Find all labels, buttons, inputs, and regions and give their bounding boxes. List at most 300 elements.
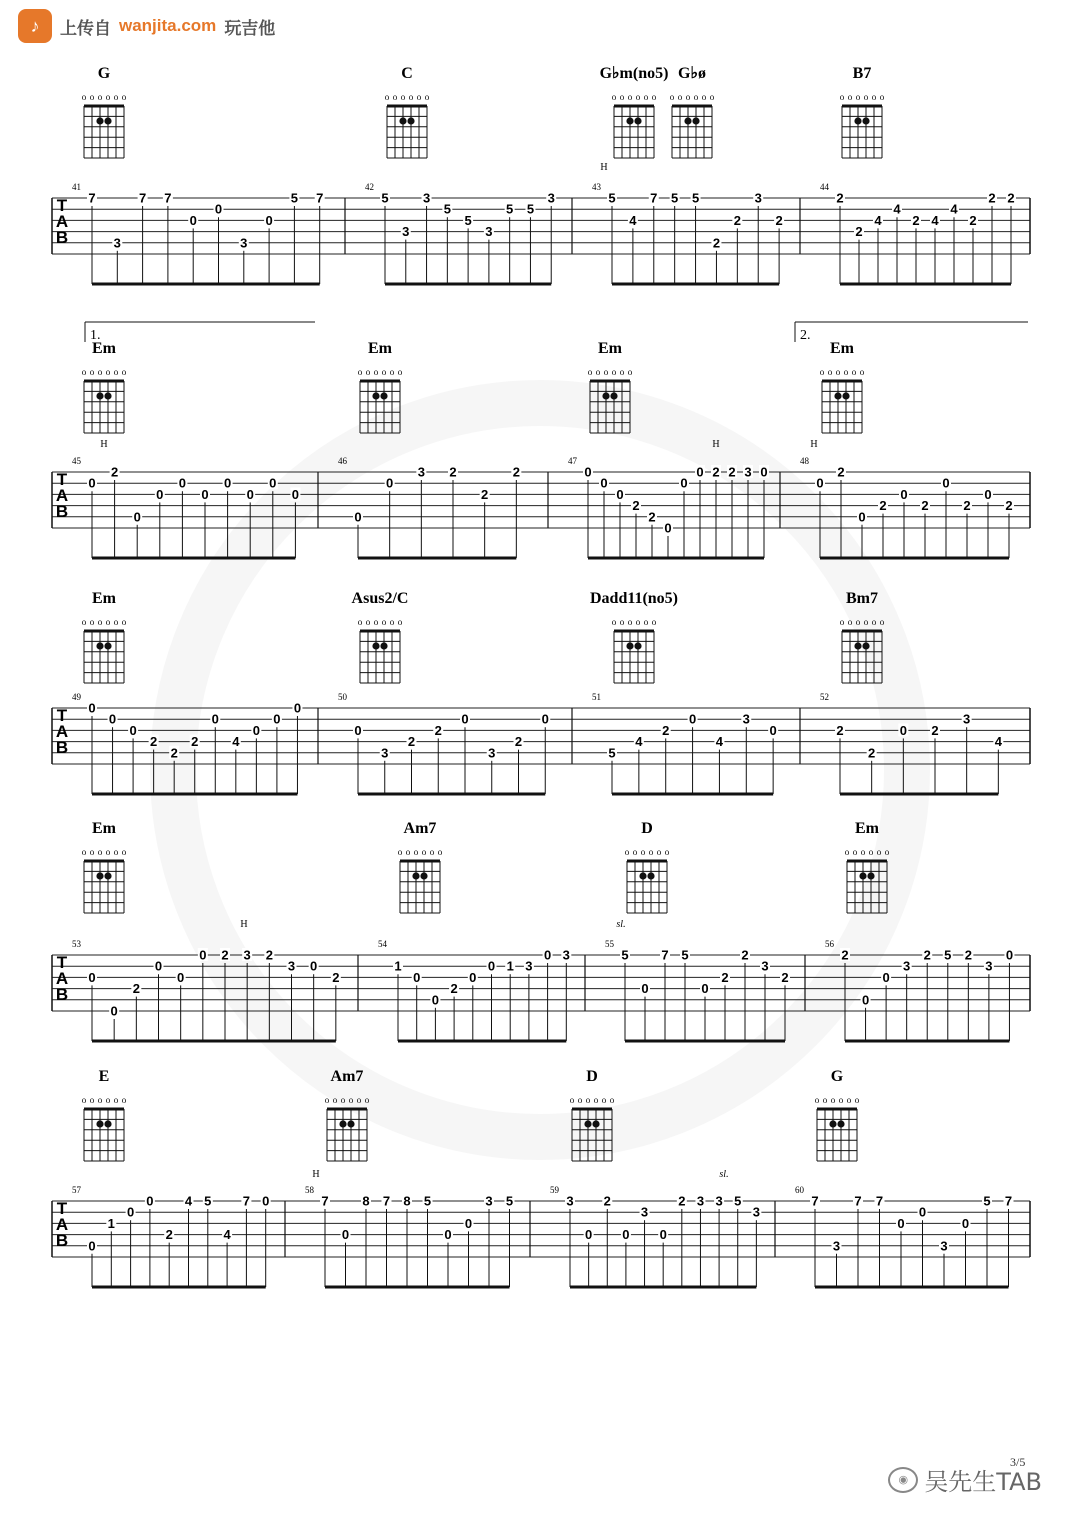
slide-label: sl.	[719, 1169, 729, 1180]
fret-number: 7	[854, 1193, 862, 1209]
chord-diagram-name: E	[98, 1068, 110, 1085]
fret-number: 3	[696, 1193, 705, 1209]
chord-diagram-name: Am7	[403, 820, 437, 837]
chord-diagram-name: Em	[855, 820, 879, 837]
chord-diagram-open-mark: o	[437, 847, 443, 857]
measure-number: 46	[338, 456, 347, 466]
chord-diagram-open-mark: o	[863, 92, 869, 102]
chord-diagram-open-mark: o	[830, 1095, 836, 1105]
fret-number: 0	[760, 464, 768, 480]
chord-diagram-open-mark: o	[113, 92, 119, 102]
chord-diagram-finger-dot	[96, 642, 103, 649]
fret-number: 3	[381, 745, 389, 761]
chord-diagram-open-mark: o	[105, 1095, 111, 1105]
fret-number: 5	[381, 190, 389, 206]
site-url[interactable]: wanjita.com	[119, 16, 217, 35]
fret-number: 2	[662, 722, 670, 738]
fret-number: 1	[506, 958, 514, 974]
chord-diagram-extra-open-mark: o	[685, 92, 691, 102]
fret-number: 7	[164, 190, 172, 206]
fret-number: 0	[584, 464, 592, 480]
chord-diagram-open-mark: o	[389, 367, 395, 377]
chord-diagram-open-mark: o	[635, 92, 641, 102]
fret-number: 0	[223, 475, 232, 491]
chord-diagram-open-mark: o	[324, 1095, 330, 1105]
measure-number: 45	[72, 456, 81, 466]
fret-number: 2	[728, 464, 736, 480]
chord-diagram-open-mark: o	[879, 617, 885, 627]
chord-diagram-open-mark: o	[587, 367, 593, 377]
chord-diagram-extra-open-mark: o	[677, 92, 683, 102]
fret-number: 3	[402, 224, 410, 240]
fret-number: 2	[836, 190, 844, 206]
chord-diagram-extra-open-mark: o	[701, 92, 707, 102]
fret-number: 2	[969, 212, 977, 228]
chord-diagram-name: Em	[830, 340, 854, 357]
fret-number: 2	[110, 464, 119, 480]
fret-number: 2	[964, 947, 972, 963]
fret-number: 0	[541, 711, 549, 727]
chord-diagram-open-mark: o	[81, 367, 87, 377]
fret-number: 2	[132, 981, 140, 997]
tab-clef-letter: T	[56, 196, 68, 215]
fret-number: 2	[1007, 190, 1015, 206]
chord-diagram-open-mark: o	[384, 92, 390, 102]
hammer-on-label: H	[100, 439, 108, 450]
chord-diagram-finger-dot	[634, 642, 641, 649]
fret-number: 0	[616, 486, 624, 502]
fret-number: 0	[88, 1238, 96, 1254]
measure-number: 57	[72, 1185, 81, 1195]
chord-diagram-open-mark: o	[81, 1095, 87, 1105]
fret-number: 0	[543, 947, 552, 963]
fret-number: 0	[882, 969, 890, 985]
fret-number: 0	[1005, 947, 1014, 963]
chord-diagram-extra-finger-dot	[692, 117, 699, 124]
fret-number: 2	[450, 981, 458, 997]
chord-diagram-finger-dot	[104, 392, 111, 399]
chord-diagram-finger-dot	[96, 1120, 103, 1127]
chord-diagram-open-mark: o	[348, 1095, 354, 1105]
fret-number: 0	[858, 509, 866, 525]
chord-diagram-open-mark: o	[389, 617, 395, 627]
fret-number: 3	[287, 958, 296, 974]
chord-diagram-finger-dot	[592, 1120, 599, 1127]
measure-number: 51	[592, 692, 601, 702]
fret-number: 5	[464, 212, 472, 228]
chord-diagram-open-mark: o	[105, 92, 111, 102]
measure-number: 52	[820, 692, 829, 702]
fret-number: 0	[201, 486, 209, 502]
fret-number: 0	[585, 1227, 593, 1243]
fret-number: 0	[897, 1215, 905, 1231]
chord-diagram-finger-dot	[859, 872, 866, 879]
fret-number: 2	[855, 224, 863, 240]
chord-diagram-open-mark: o	[381, 617, 387, 627]
chord-diagram-open-mark: o	[819, 367, 825, 377]
chord-diagram-open-mark: o	[89, 847, 95, 857]
measure-number: 47	[568, 456, 577, 466]
chord-diagram-open-mark: o	[844, 847, 850, 857]
chord-diagram-finger-dot	[104, 117, 111, 124]
chord-diagram-open-mark: o	[356, 1095, 362, 1105]
chord-diagram-open-mark: o	[97, 1095, 103, 1105]
chord-diagram-open-mark: o	[643, 92, 649, 102]
hammer-on-label: H	[600, 162, 608, 173]
fret-number: 1	[394, 958, 402, 974]
measure-number: 58	[305, 1185, 314, 1195]
slide-label: sl.	[616, 919, 626, 930]
fret-number: 0	[444, 1227, 452, 1243]
fret-number: 4	[874, 212, 882, 228]
fret-number: 0	[262, 1193, 270, 1209]
page-number: 3/5	[1010, 1455, 1026, 1469]
tab-clef-letter: A	[55, 212, 69, 231]
fret-number: 2	[191, 734, 199, 750]
fret-number: 2	[603, 1193, 611, 1209]
chord-diagram-open-mark: o	[611, 367, 617, 377]
measure-number: 59	[550, 1185, 559, 1195]
fret-number: 3	[113, 235, 121, 251]
fret-number: 0	[252, 722, 260, 738]
fret-number: 2	[265, 947, 273, 963]
chord-diagram-open-mark: o	[405, 847, 411, 857]
chord-diagram-open-mark: o	[397, 617, 403, 627]
fret-number: 0	[310, 958, 318, 974]
chord-diagram-finger-dot	[854, 642, 861, 649]
chord-diagram-open-mark: o	[847, 617, 853, 627]
measure-number: 56	[825, 939, 834, 949]
chord-diagram-open-mark: o	[632, 847, 638, 857]
fret-number: 0	[659, 1227, 667, 1243]
fret-number: 3	[752, 1204, 760, 1220]
fret-number: 3	[417, 464, 425, 480]
fret-number: 0	[273, 711, 281, 727]
chord-diagram-open-mark: o	[113, 367, 119, 377]
chord-diagram-open-mark: o	[421, 847, 427, 857]
chord-diagram-open-mark: o	[822, 1095, 828, 1105]
fret-number: 0	[108, 711, 117, 727]
tab-clef-letter: B	[55, 985, 69, 1004]
fret-number: 3	[488, 745, 496, 761]
chord-diagram-open-mark: o	[113, 847, 119, 857]
fret-number: 3	[525, 958, 533, 974]
chord-diagram-open-mark: o	[400, 92, 406, 102]
fret-number: 5	[443, 201, 451, 217]
chord-diagram-open-mark: o	[640, 847, 646, 857]
fret-number: 7	[661, 947, 669, 963]
chord-diagram-open-mark: o	[105, 847, 111, 857]
chord-diagram-finger-dot	[854, 117, 861, 124]
fret-number: 4	[184, 1193, 193, 1209]
fret-number: 2	[721, 969, 729, 985]
fret-number: 0	[680, 475, 688, 491]
tab-clef-letter: A	[55, 722, 69, 741]
fret-number: 7	[650, 190, 658, 206]
chord-diagram-open-mark: o	[373, 367, 379, 377]
measure-number: 43	[592, 182, 601, 192]
chord-diagram-open-mark: o	[611, 92, 617, 102]
chord-diagram-open-mark: o	[635, 617, 641, 627]
chord-diagram-open-mark: o	[81, 847, 87, 857]
chord-diagram-open-mark: o	[835, 367, 841, 377]
chord-diagram-open-mark: o	[408, 92, 414, 102]
chord-diagram-open-mark: o	[593, 1095, 599, 1105]
chord-diagram-open-mark: o	[664, 847, 670, 857]
chord-diagram-open-mark: o	[855, 92, 861, 102]
measure-number: 50	[338, 692, 347, 702]
chord-diagram-finger-dot	[347, 1120, 354, 1127]
measure-number: 60	[795, 1185, 804, 1195]
chord-diagram-finger-dot	[104, 1120, 111, 1127]
fret-number: 7	[138, 190, 147, 206]
upload-label: 上传自	[60, 18, 111, 39]
fret-number: 3	[985, 958, 993, 974]
chord-diagram-open-mark: o	[611, 617, 617, 627]
fret-number: 3	[547, 190, 555, 206]
chord-diagram-open-mark: o	[624, 847, 630, 857]
chord-diagram-finger-dot	[399, 117, 406, 124]
tab-clef-letter: A	[55, 1215, 69, 1234]
wechat-icon: ◉	[888, 1467, 918, 1493]
fret-number: 0	[110, 1003, 118, 1019]
chord-diagram-name: C	[401, 65, 413, 82]
fret-number: 3	[744, 464, 752, 480]
chord-diagram-open-mark: o	[854, 1095, 860, 1105]
chord-diagram-open-mark: o	[424, 92, 430, 102]
chord-diagram-open-mark: o	[855, 617, 861, 627]
tab-clef-letter: A	[55, 969, 69, 988]
fret-number: 7	[1004, 1193, 1013, 1209]
fret-number: 5	[204, 1193, 212, 1209]
fret-number: 5	[621, 947, 629, 963]
chord-diagram-open-mark: o	[814, 1095, 820, 1105]
chord-diagram-open-mark: o	[397, 847, 403, 857]
tab-clef-letter: B	[55, 228, 69, 247]
hammer-on-label: H	[810, 439, 818, 450]
chord-diagram-open-mark: o	[89, 1095, 95, 1105]
fret-number: 7	[321, 1193, 329, 1209]
chord-diagram-finger-dot	[647, 872, 654, 879]
fret-number: 2	[912, 212, 920, 228]
chord-diagram-name: G♭m(no5)	[599, 65, 669, 82]
chord-diagram-finger-dot	[372, 642, 379, 649]
fret-number: 0	[701, 981, 709, 997]
fret-number: 7	[382, 1193, 391, 1209]
fret-number: 2	[868, 745, 876, 761]
tab-clef-letter: T	[56, 706, 68, 725]
fret-number: 0	[154, 958, 163, 974]
measure-number: 49	[72, 692, 81, 702]
fret-number: 8	[403, 1193, 411, 1209]
chord-diagram-name: B7	[852, 65, 872, 82]
chord-diagram-open-mark: o	[868, 847, 874, 857]
fret-number: 4	[232, 734, 240, 750]
fret-number: 2	[836, 722, 844, 738]
fret-number: 0	[461, 711, 469, 727]
chord-diagram-open-mark: o	[365, 367, 371, 377]
chord-diagram-finger-dot	[96, 872, 103, 879]
chord-diagram-finger-dot	[862, 117, 869, 124]
chord-diagram-extra-name: G♭ø	[678, 65, 706, 82]
chord-diagram-open-mark: o	[113, 617, 119, 627]
fret-number: 0	[265, 212, 273, 228]
chord-diagram-open-mark: o	[413, 847, 419, 857]
fret-number: 0	[816, 475, 824, 491]
fret-number: 5	[505, 1193, 514, 1209]
chord-diagram-finger-dot	[96, 392, 103, 399]
chord-diagram-open-mark: o	[97, 367, 103, 377]
fret-number: 4	[994, 734, 1002, 750]
fret-number: 3	[485, 224, 493, 240]
chord-diagram-open-mark: o	[827, 367, 833, 377]
fret-number: 2	[514, 734, 523, 750]
measure-number: 44	[820, 182, 829, 192]
fret-number: 0	[354, 722, 362, 738]
tab-clef-letter: T	[56, 1199, 68, 1218]
fret-number: 5	[734, 1193, 742, 1209]
chord-diagram-open-mark: o	[839, 92, 845, 102]
fret-number: 4	[629, 212, 637, 228]
fret-number: 2	[837, 464, 845, 480]
fret-number: 0	[431, 992, 440, 1008]
chord-diagram-open-mark: o	[619, 367, 625, 377]
fret-number: 0	[900, 486, 908, 502]
fret-number: 0	[961, 1215, 970, 1231]
chord-diagram-finger-dot	[829, 1120, 836, 1127]
chord-diagram-open-mark: o	[81, 617, 87, 627]
tab-clef-letter: T	[56, 470, 68, 489]
chord-diagram-open-mark: o	[105, 367, 111, 377]
fret-number: 5	[691, 190, 700, 206]
chord-diagram-name: Em	[92, 590, 116, 607]
fret-number: 4	[893, 201, 901, 217]
volta-2-bracket	[795, 322, 1028, 342]
chord-diagram-open-mark: o	[97, 92, 103, 102]
fret-number: 2	[648, 509, 656, 525]
fret-number: 4	[931, 212, 939, 228]
tab-clef-letter: B	[55, 738, 69, 757]
fret-number: 7	[242, 1193, 251, 1209]
chord-diagram-open-mark: o	[381, 367, 387, 377]
fret-number: 0	[146, 1193, 154, 1209]
fret-number: 2	[332, 969, 340, 985]
fret-number: 0	[293, 700, 302, 716]
chord-diagram-open-mark: o	[121, 1095, 127, 1105]
chord-diagram-name: G	[830, 1068, 844, 1085]
fret-number: 2	[150, 734, 158, 750]
chord-diagram-open-mark: o	[884, 847, 890, 857]
fret-number: 2	[165, 1227, 173, 1243]
fret-number: 5	[290, 190, 299, 206]
chord-diagram-open-mark: o	[846, 1095, 852, 1105]
chord-diagram-finger-dot	[339, 1120, 346, 1127]
fret-number: 0	[156, 486, 164, 502]
chord-diagram-open-mark: o	[643, 617, 649, 627]
fret-number: 5	[983, 1193, 991, 1209]
chord-diagram-open-mark: o	[113, 1095, 119, 1105]
fret-number: 0	[487, 958, 496, 974]
fret-number: 7	[316, 190, 324, 206]
chord-diagram-finger-dot	[834, 392, 841, 399]
chord-diagram-name: Em	[92, 340, 116, 357]
chord-diagram-open-mark: o	[651, 92, 657, 102]
tab-clef-letter: T	[56, 953, 68, 972]
fret-number: 0	[769, 722, 777, 738]
fret-number: 3	[243, 947, 251, 963]
fret-number: 0	[984, 486, 992, 502]
chord-diagram-finger-dot	[584, 1120, 591, 1127]
fret-number: 0	[413, 969, 421, 985]
fret-number: 5	[423, 1193, 432, 1209]
fret-number: 0	[664, 520, 672, 536]
chord-diagram-open-mark: o	[105, 617, 111, 627]
chord-diagram-finger-dot	[639, 872, 646, 879]
fret-number: 3	[940, 1238, 948, 1254]
chord-diagram-extra-open-mark: o	[693, 92, 699, 102]
chord-diagram-finger-dot	[837, 1120, 844, 1127]
fret-number: 2	[923, 947, 931, 963]
fret-number: 3	[832, 1238, 841, 1254]
measure-number: 41	[72, 182, 81, 192]
fret-number: 3	[562, 947, 570, 963]
chord-diagram-open-mark: o	[357, 367, 363, 377]
chord-diagram-open-mark: o	[863, 617, 869, 627]
chord-diagram-name: D	[586, 1068, 598, 1085]
fret-number: 2	[988, 190, 996, 206]
fret-number: 3	[566, 1193, 574, 1209]
chord-diagram-name: Em	[92, 820, 116, 837]
measure-number: 42	[365, 182, 374, 192]
fret-number: 0	[199, 947, 207, 963]
chord-diagram-open-mark: o	[871, 617, 877, 627]
chord-diagram-open-mark: o	[89, 617, 95, 627]
chord-diagram-name: Dadd11(no5)	[589, 590, 679, 607]
chord-diagram-open-mark: o	[627, 92, 633, 102]
chord-diagram-open-mark: o	[651, 617, 657, 627]
chord-diagram-name: Asus2/C	[351, 590, 409, 607]
fret-number: 0	[129, 722, 137, 738]
chord-diagram-open-mark: o	[416, 92, 422, 102]
fret-number: 2	[434, 722, 442, 738]
fret-number: 5	[506, 201, 514, 217]
fret-number: 1	[107, 1215, 115, 1231]
chord-diagram-open-mark: o	[601, 1095, 607, 1105]
fret-number: 2	[481, 486, 489, 502]
fret-number: 0	[354, 509, 362, 525]
chord-diagram-open-mark: o	[876, 847, 882, 857]
chord-diagram-name: Em	[368, 340, 392, 357]
fret-number: 2	[512, 464, 520, 480]
chord-diagram-finger-dot	[412, 872, 419, 879]
chord-diagram-open-mark: o	[365, 617, 371, 627]
fret-number: 5	[608, 190, 616, 206]
chord-diagram-open-mark: o	[364, 1095, 370, 1105]
fret-number: 2	[841, 947, 849, 963]
fret-number: 0	[291, 486, 300, 502]
chord-diagram-open-mark: o	[97, 847, 103, 857]
chord-diagram-open-mark: o	[121, 617, 127, 627]
chord-diagram-open-mark: o	[859, 367, 865, 377]
chord-diagram-open-mark: o	[860, 847, 866, 857]
fret-number: 0	[341, 1227, 350, 1243]
footer-brand	[888, 1462, 1042, 1497]
chord-diagram-finger-dot	[842, 392, 849, 399]
fret-number: 8	[362, 1193, 370, 1209]
site-logo-icon: ♪	[18, 9, 52, 43]
fret-number: 2	[879, 498, 887, 514]
chord-diagram-open-mark: o	[121, 92, 127, 102]
